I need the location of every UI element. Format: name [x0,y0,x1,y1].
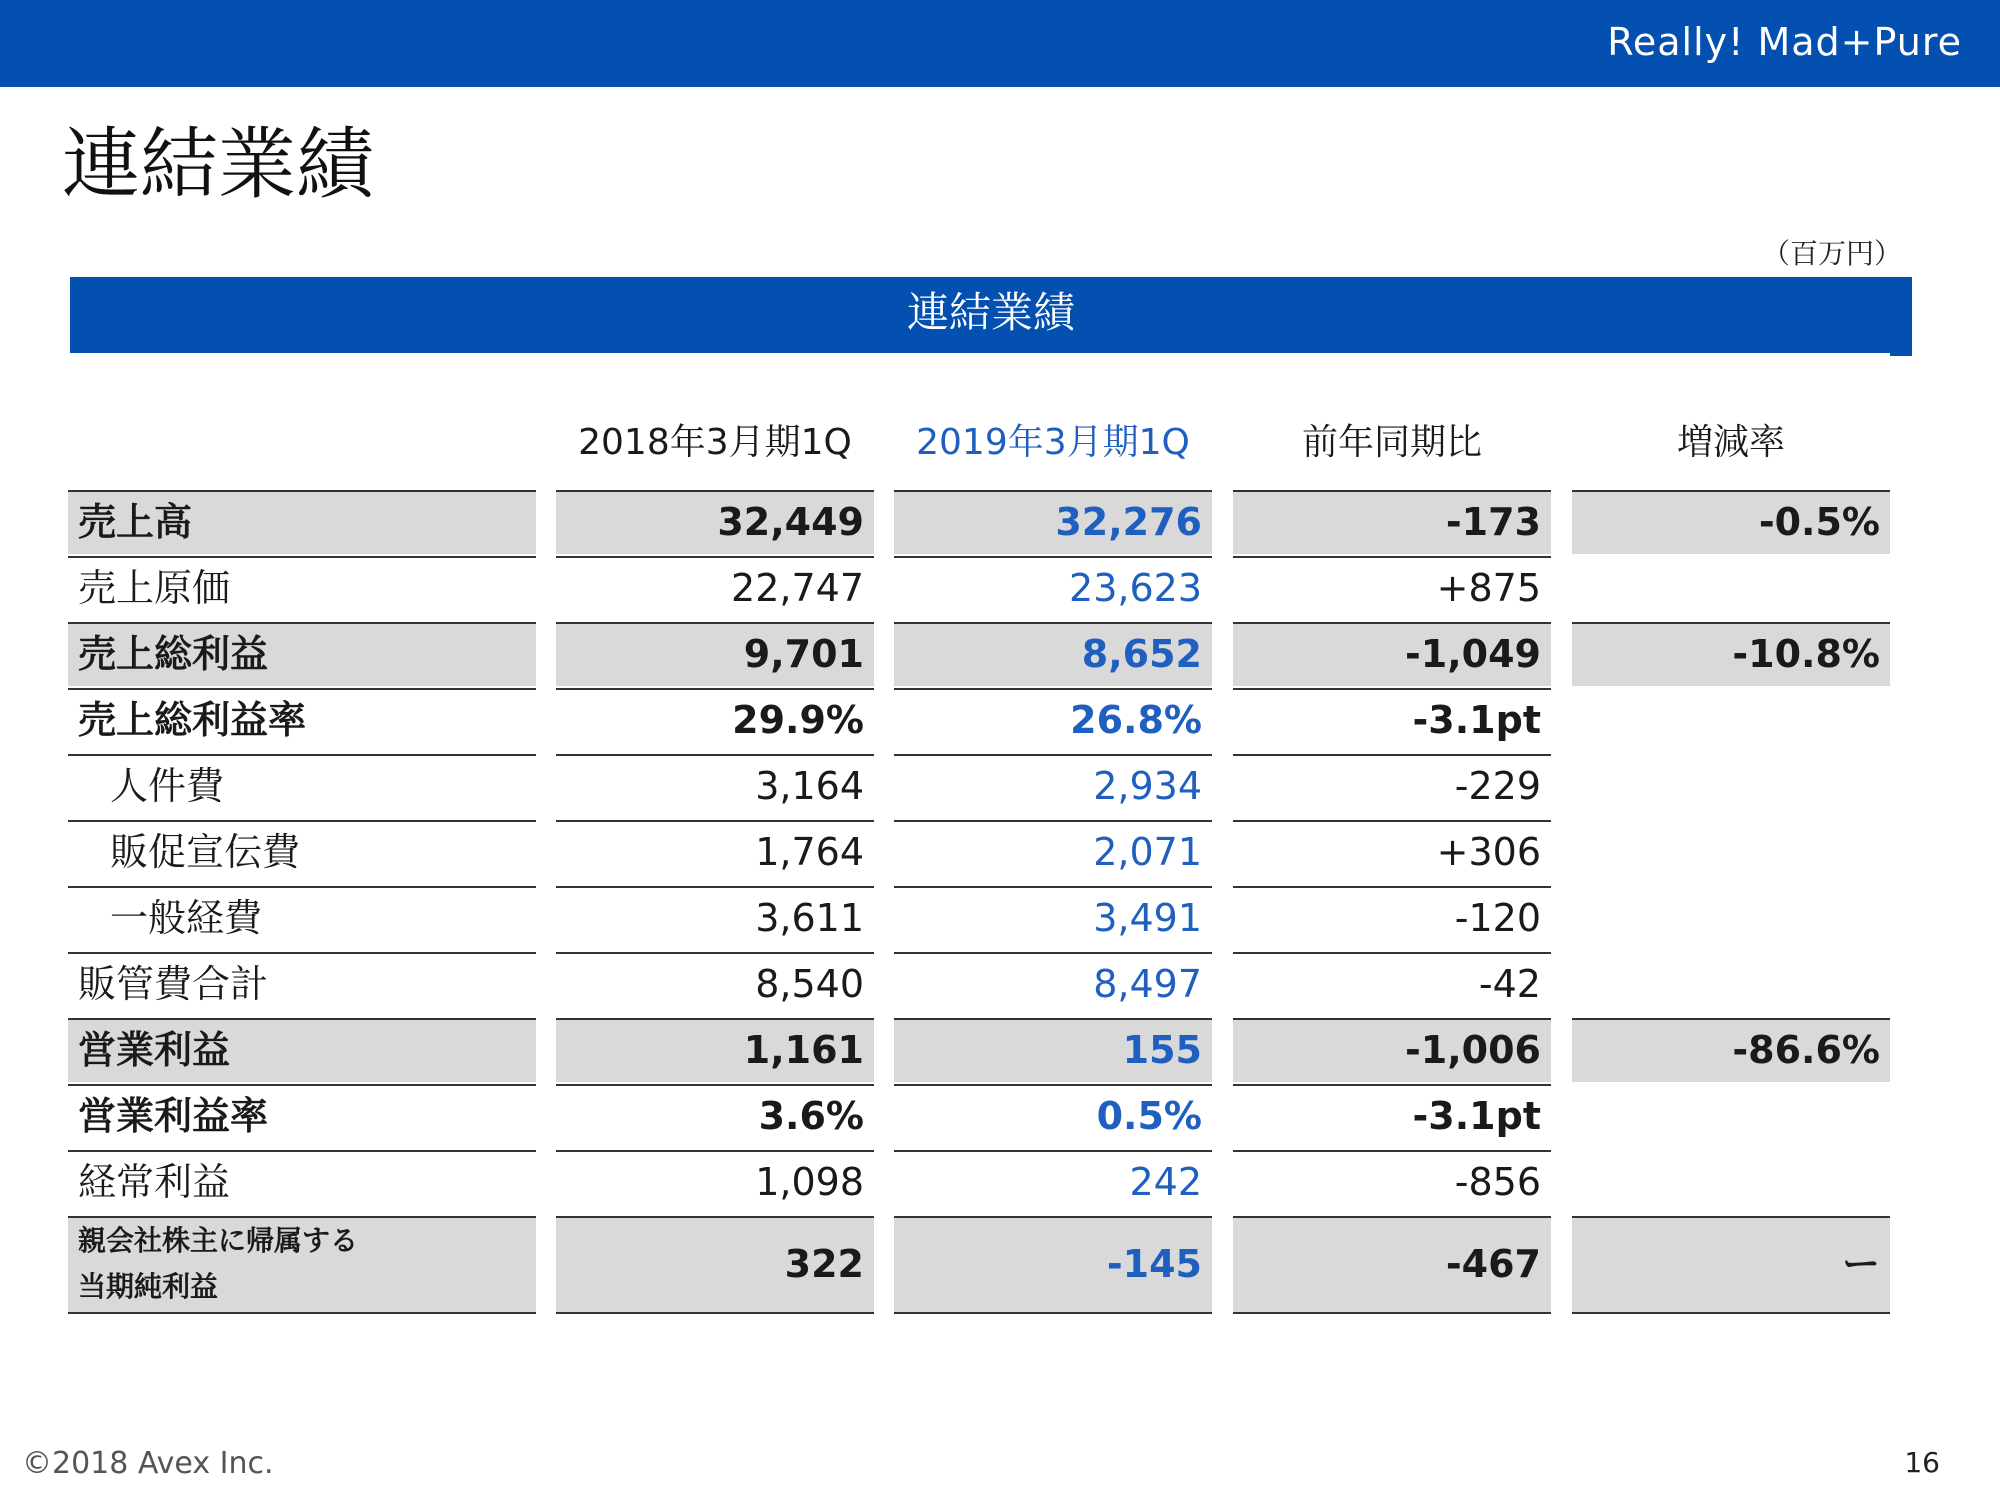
value-2018: 9,701 [556,622,874,686]
value-yoy: -120 [1233,886,1551,950]
column-header-2019: 2019年3月期1Q [916,422,1190,463]
row-label: 売上高 [68,490,536,554]
value-rate [1572,820,1890,884]
table-bottom-rule [556,1312,874,1314]
value-yoy: -1,006 [1233,1018,1551,1082]
unit-note: （百万円） [1761,237,1902,270]
row-label: 売上原価 [68,556,536,620]
value-yoy: -3.1pt [1233,1084,1551,1148]
value-2019: 8,652 [894,622,1212,686]
value-rate: ー [1572,1216,1890,1312]
page-number: 16 [1904,1446,1940,1479]
value-2019: 242 [894,1150,1212,1214]
column-header-rate: 増減率 [1676,422,1785,463]
value-yoy: +875 [1233,556,1551,620]
column-header-yoy: 前年同期比 [1301,422,1482,463]
value-rate [1572,1150,1890,1214]
value-2019: 2,934 [894,754,1212,818]
row-label-line-1: 親会社株主に帰属する [78,1224,359,1257]
value-rate [1572,754,1890,818]
row-label-net-income [68,1216,536,1312]
value-2019: 0.5% [894,1084,1212,1148]
value-rate: -86.6% [1572,1018,1890,1082]
table-bottom-rule [68,1312,536,1314]
value-2019: 2,071 [894,820,1212,884]
table-bottom-rule [894,1312,1212,1314]
section-banner: 連結業績 [70,277,1912,353]
page-title: 連結業績 [62,120,375,210]
value-yoy: -42 [1233,952,1551,1016]
value-2018: 3,164 [556,754,874,818]
value-2019: 155 [894,1018,1212,1082]
value-rate [1572,886,1890,950]
value-2018: 3,611 [556,886,874,950]
value-yoy: +306 [1233,820,1551,884]
value-rate [1572,688,1890,752]
value-2018: 322 [556,1216,874,1312]
value-rate [1572,1084,1890,1148]
value-2019: 3,491 [894,886,1212,950]
value-yoy: -173 [1233,490,1551,554]
row-label-line-2: 当期純利益 [78,1270,219,1303]
row-label: 販促宣伝費 [68,820,536,884]
row-label: 販管費合計 [68,952,536,1016]
row-label: 人件費 [68,754,536,818]
value-2018: 1,764 [556,820,874,884]
value-yoy: -1,049 [1233,622,1551,686]
value-yoy: -229 [1233,754,1551,818]
top-header-bar [0,0,2000,87]
value-yoy: -3.1pt [1233,688,1551,752]
value-2019: 32,276 [894,490,1212,554]
value-yoy: -467 [1233,1216,1551,1312]
value-2019: 26.8% [894,688,1212,752]
value-rate [1572,556,1890,620]
table-bottom-rule [1233,1312,1551,1314]
value-2018: 1,161 [556,1018,874,1082]
value-2018: 22,747 [556,556,874,620]
row-label: 経常利益 [68,1150,536,1214]
value-2019: 8,497 [894,952,1212,1016]
value-2018: 3.6% [556,1084,874,1148]
value-rate: -0.5% [1572,490,1890,554]
value-2018: 29.9% [556,688,874,752]
value-2018: 32,449 [556,490,874,554]
value-yoy: -856 [1233,1150,1551,1214]
value-2018: 8,540 [556,952,874,1016]
value-rate [1572,952,1890,1016]
footer-copyright: ©2018 Avex Inc. [22,1446,274,1481]
value-2019: 23,623 [894,556,1212,620]
column-header-2018: 2018年3月期1Q [578,422,852,463]
brand-tagline: Really! Mad+Pure [1607,20,1962,64]
row-label: 営業利益 [68,1018,536,1082]
value-rate: -10.8% [1572,622,1890,686]
row-label: 売上総利益 [68,622,536,686]
table-bottom-rule [1572,1312,1890,1314]
value-2018: 1,098 [556,1150,874,1214]
value-2019: -145 [894,1216,1212,1312]
row-label: 売上総利益率 [68,688,536,752]
row-label: 一般経費 [68,886,536,950]
row-label: 営業利益率 [68,1084,536,1148]
